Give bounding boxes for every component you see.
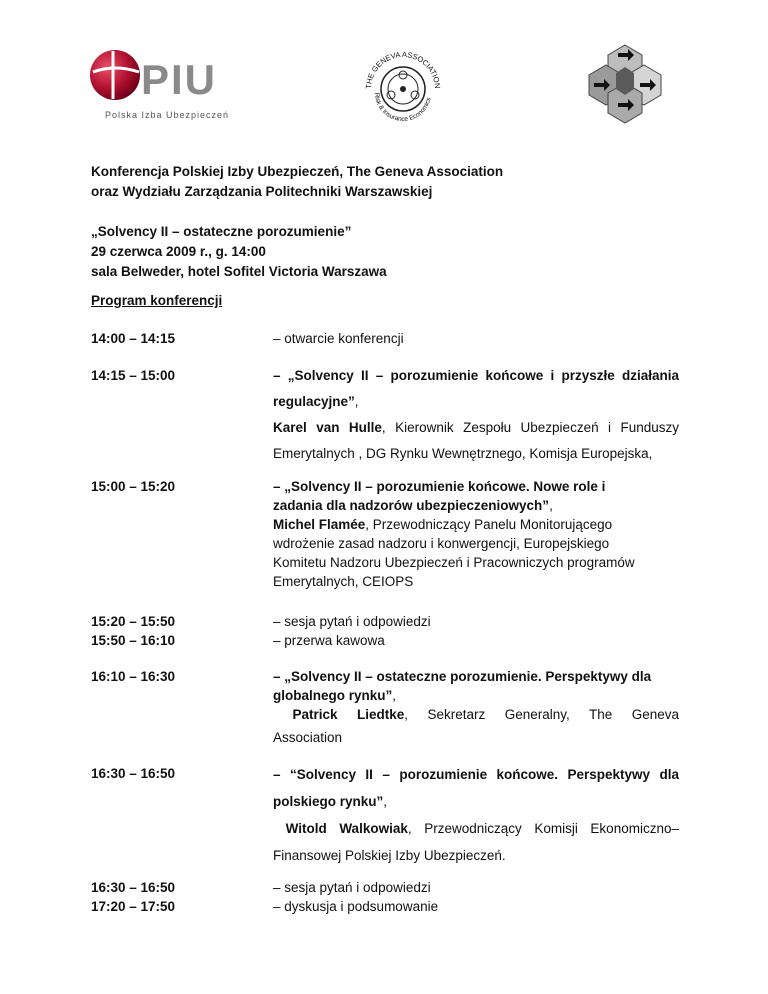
speaker-name: Witold Walkowiak: [285, 821, 408, 836]
conference-header: [91, 162, 503, 282]
session-title: – „Solvency II – porozumienie końcowe. Nowe role i: [273, 479, 606, 494]
speaker-role: Komitetu Nadzoru Ubezpieczeń i Pracowniczych programów: [273, 555, 635, 570]
svg-text:THE GENEVA ASSOCIATION: [364, 50, 442, 89]
session-title: globalnego rynku”: [273, 688, 393, 703]
piu-logo: [83, 42, 245, 126]
header-line-2: oraz Wydziału Zarządzania Politechniki Warszawskiej: [91, 184, 433, 199]
speaker-role: Finansowej Polskiej Izby Ubezpieczeń.: [273, 848, 506, 863]
session-title: – “Solvency II – porozumienie końcowe. Perspektywy dla: [273, 767, 679, 782]
session-title: polskiego rynku”: [273, 794, 384, 809]
program-text: – sesja pytań i odpowiedzi: [273, 614, 431, 629]
header-line-1: Konferencja Polskiej Izby Ubezpieczeń, The Geneva Association: [91, 164, 504, 179]
piu-wordmark: PIU: [141, 56, 218, 103]
program-time: 15:20 – 15:50: [91, 614, 176, 629]
program-time: 15:00 – 15:20: [91, 479, 176, 494]
speaker-role: , Przewodniczący Komisji Ekonomiczno–: [407, 821, 679, 836]
session-title: – „Solvency II – porozumienie końcowe i przyszłe działania: [273, 368, 679, 383]
session-title: regulacyjne”: [273, 394, 355, 409]
speaker-role: , Kierownik Zespołu Ubezpieczeń i Funduszy: [381, 420, 679, 435]
conference-title: „Solvency II – ostateczne porozumienie”: [91, 224, 352, 239]
politechnika-emblem: [582, 43, 668, 125]
speaker-role: , Sekretarz Generalny, The Geneva: [404, 707, 679, 722]
program-time: 14:00 – 14:15: [91, 331, 176, 346]
program-time: 17:20 – 17:50: [91, 899, 176, 914]
session-title: zadania dla nadzorów ubezpieczeniowych”: [273, 498, 550, 513]
speaker-role: , Przewodniczący Panelu Monitorującego: [365, 517, 613, 532]
program-time: 16:10 – 16:30: [91, 669, 176, 684]
geneva-text-bottom: Risk & Insurance Economics: [372, 92, 433, 124]
program-time: 16:30 – 16:50: [91, 880, 176, 895]
program-heading: Program konferencji: [91, 293, 223, 308]
program-text: – dyskusja i podsumowanie: [273, 899, 439, 914]
speaker-name: Patrick Liedtke: [292, 707, 405, 722]
speaker-role: Emerytalnych , DG Rynku Wewnętrznego, Komisja Europejska,: [273, 446, 653, 461]
speaker-role: Association: [273, 730, 343, 745]
geneva-text-top: THE GENEVA ASSOCIATION: [363, 49, 443, 90]
speaker-name: Karel van Hulle: [273, 420, 382, 435]
program-text: – sesja pytań i odpowiedzi: [273, 880, 431, 895]
program-time: 15:50 – 16:10: [91, 633, 176, 648]
program-text: – otwarcie konferencji: [273, 331, 404, 346]
conference-venue: sala Belweder, hotel Sofitel Victoria Warszawa: [91, 264, 387, 279]
program-text: – przerwa kawowa: [273, 633, 385, 648]
geneva-association-logo: [357, 43, 449, 135]
speaker-name: Michel Flamée: [273, 517, 366, 532]
speaker-role: wdrożenie zasad nadzoru i konwergencji, Europejskiego: [273, 536, 610, 551]
conference-date: 29 czerwca 2009 r., g. 14:00: [91, 244, 266, 259]
session-title: – „Solvency II – ostateczne porozumienie. Perspektywy dla: [273, 669, 652, 684]
program-time: 16:30 – 16:50: [91, 766, 176, 781]
speaker-role: Emerytalnych, CEIOPS: [273, 574, 414, 589]
program-time: 14:15 – 15:00: [91, 368, 176, 383]
piu-subtitle: Polska Izba Ubezpieczeń: [105, 110, 230, 120]
